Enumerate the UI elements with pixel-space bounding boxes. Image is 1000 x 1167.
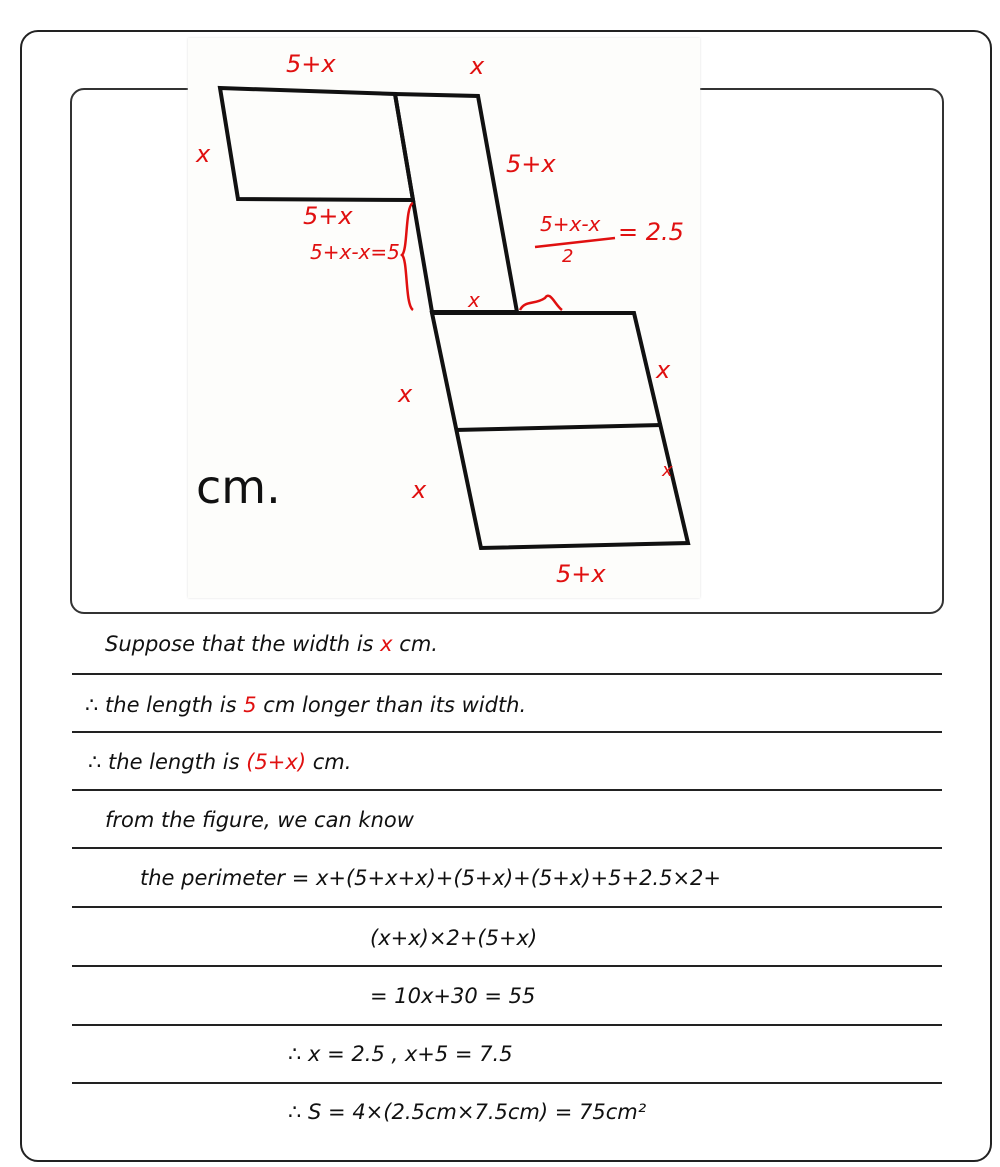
- solution-line-7: = 10x+30 = 55: [370, 984, 536, 1008]
- solution-line-8: ∴ x = 2.5 , x+5 = 7.5: [288, 1042, 513, 1066]
- label-top-left-length: 5+x: [286, 50, 336, 78]
- brace-left: [402, 203, 413, 310]
- label-lower-right-top: x: [656, 356, 671, 384]
- strip-rectangle: [395, 94, 517, 312]
- rule-line: [72, 847, 942, 849]
- rule-line: [72, 1082, 942, 1084]
- solution-line-2: ∴ the length is 5 cm longer than its width.: [85, 693, 527, 717]
- label-bottom-left-length: 5+x: [303, 202, 353, 230]
- solution-line-1: Suppose that the width is x cm.: [105, 632, 438, 656]
- label-difference: 5+x-x=5: [310, 240, 400, 264]
- rule-line: [72, 673, 942, 675]
- label-left-width: x: [196, 140, 211, 168]
- solution-line-4: from the figure, we can know: [105, 808, 414, 832]
- label-lower-left-bottom: x: [412, 476, 427, 504]
- solution-line-9: ∴ S = 4×(2.5cm×7.5cm) = 75cm²: [288, 1100, 647, 1124]
- label-lower-left-top: x: [398, 380, 413, 408]
- rule-line: [72, 906, 942, 908]
- lower-divider: [455, 425, 662, 430]
- rule-line: [72, 1024, 942, 1026]
- label-top-right-width: x: [470, 52, 485, 80]
- solution-line-5: the perimeter = x+(5+x+x)+(5+x)+(5+x)+5+2.5×2+: [140, 866, 722, 890]
- rule-line: [72, 965, 942, 967]
- rule-line: [72, 731, 942, 733]
- label-lower-right-bottom: x: [662, 460, 673, 481]
- label-strip-bottom: x: [468, 288, 480, 312]
- unit-text: cm.: [196, 460, 281, 514]
- fraction-bar: [535, 238, 615, 247]
- label-half-result: = 2.5: [618, 218, 684, 246]
- label-half-numerator: 5+x-x: [540, 212, 601, 236]
- label-lower-bottom-length: 5+x: [556, 560, 606, 588]
- brace-bottom-right: [520, 296, 562, 310]
- rule-line: [72, 789, 942, 791]
- label-strip-length: 5+x: [506, 150, 556, 178]
- solution-line-3: ∴ the length is (5+x) cm.: [88, 750, 352, 774]
- top-left-rectangle: [220, 88, 413, 200]
- solution-line-6: (x+x)×2+(5+x): [370, 926, 538, 950]
- label-half-denominator: 2: [562, 246, 574, 267]
